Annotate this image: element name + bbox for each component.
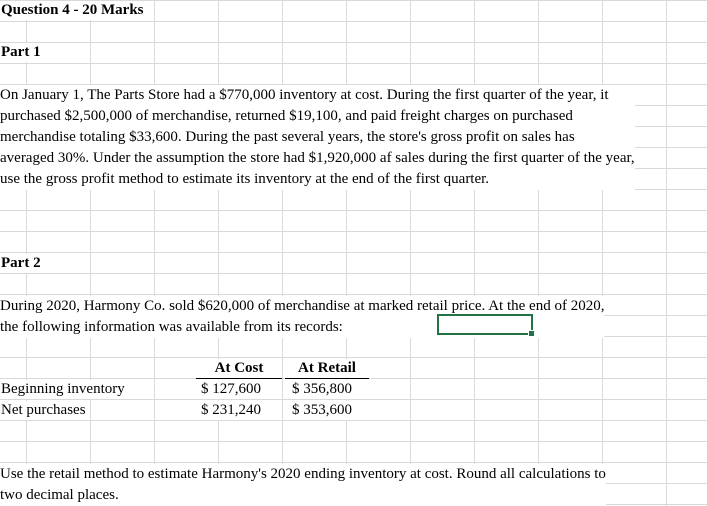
row-label-beginning-inventory: Beginning inventory <box>1 381 125 397</box>
part1-line: use the gross profit method to estimate its inventory at the end of the first quarter. <box>0 171 490 187</box>
beginning-inventory-cost: $ 127,600 <box>201 381 261 397</box>
part1-line: On January 1, The Parts Store had a $770,000 inventory at cost. During the first quarter of the year, it <box>0 87 609 103</box>
part1-heading: Part 1 <box>1 44 41 60</box>
net-purchases-retail: $ 353,600 <box>292 402 352 418</box>
part2-heading: Part 2 <box>1 255 41 271</box>
part2-intro-line: the following information was available from its records: <box>0 319 343 335</box>
part1-line: merchandise totaling $33,600. During the past several years, the store's gross profit on sales has <box>0 129 575 145</box>
col-header-at-cost: At Cost <box>196 359 282 379</box>
net-purchases-cost: $ 231,240 <box>201 402 261 418</box>
part2-instruction-line: two decimal places. <box>0 487 119 503</box>
part1-line: purchased $2,500,000 of merchandise, returned $19,100, and paid freight charges on purchased <box>0 108 573 124</box>
question-title: Question 4 - 20 Marks <box>1 2 144 18</box>
col-header-at-retail: At Retail <box>285 359 369 379</box>
part2-instruction-line: Use the retail method to estimate Harmony's 2020 ending inventory at cost. Round all calculations to <box>0 466 606 482</box>
part2-intro-line: During 2020, Harmony Co. sold $620,000 of merchandise at marked retail price. At the end of 2020, <box>0 298 605 314</box>
part2-instruction <box>0 464 606 506</box>
fill-handle[interactable] <box>528 330 535 337</box>
part1-paragraph <box>0 85 635 190</box>
beginning-inventory-retail: $ 356,800 <box>292 381 352 397</box>
part1-line: averaged 30%. Under the assumption the store had $1,920,000 af sales during the first quarter of the year, <box>0 150 635 166</box>
row-label-net-purchases: Net purchases <box>1 402 86 418</box>
selected-cell[interactable] <box>437 314 533 335</box>
